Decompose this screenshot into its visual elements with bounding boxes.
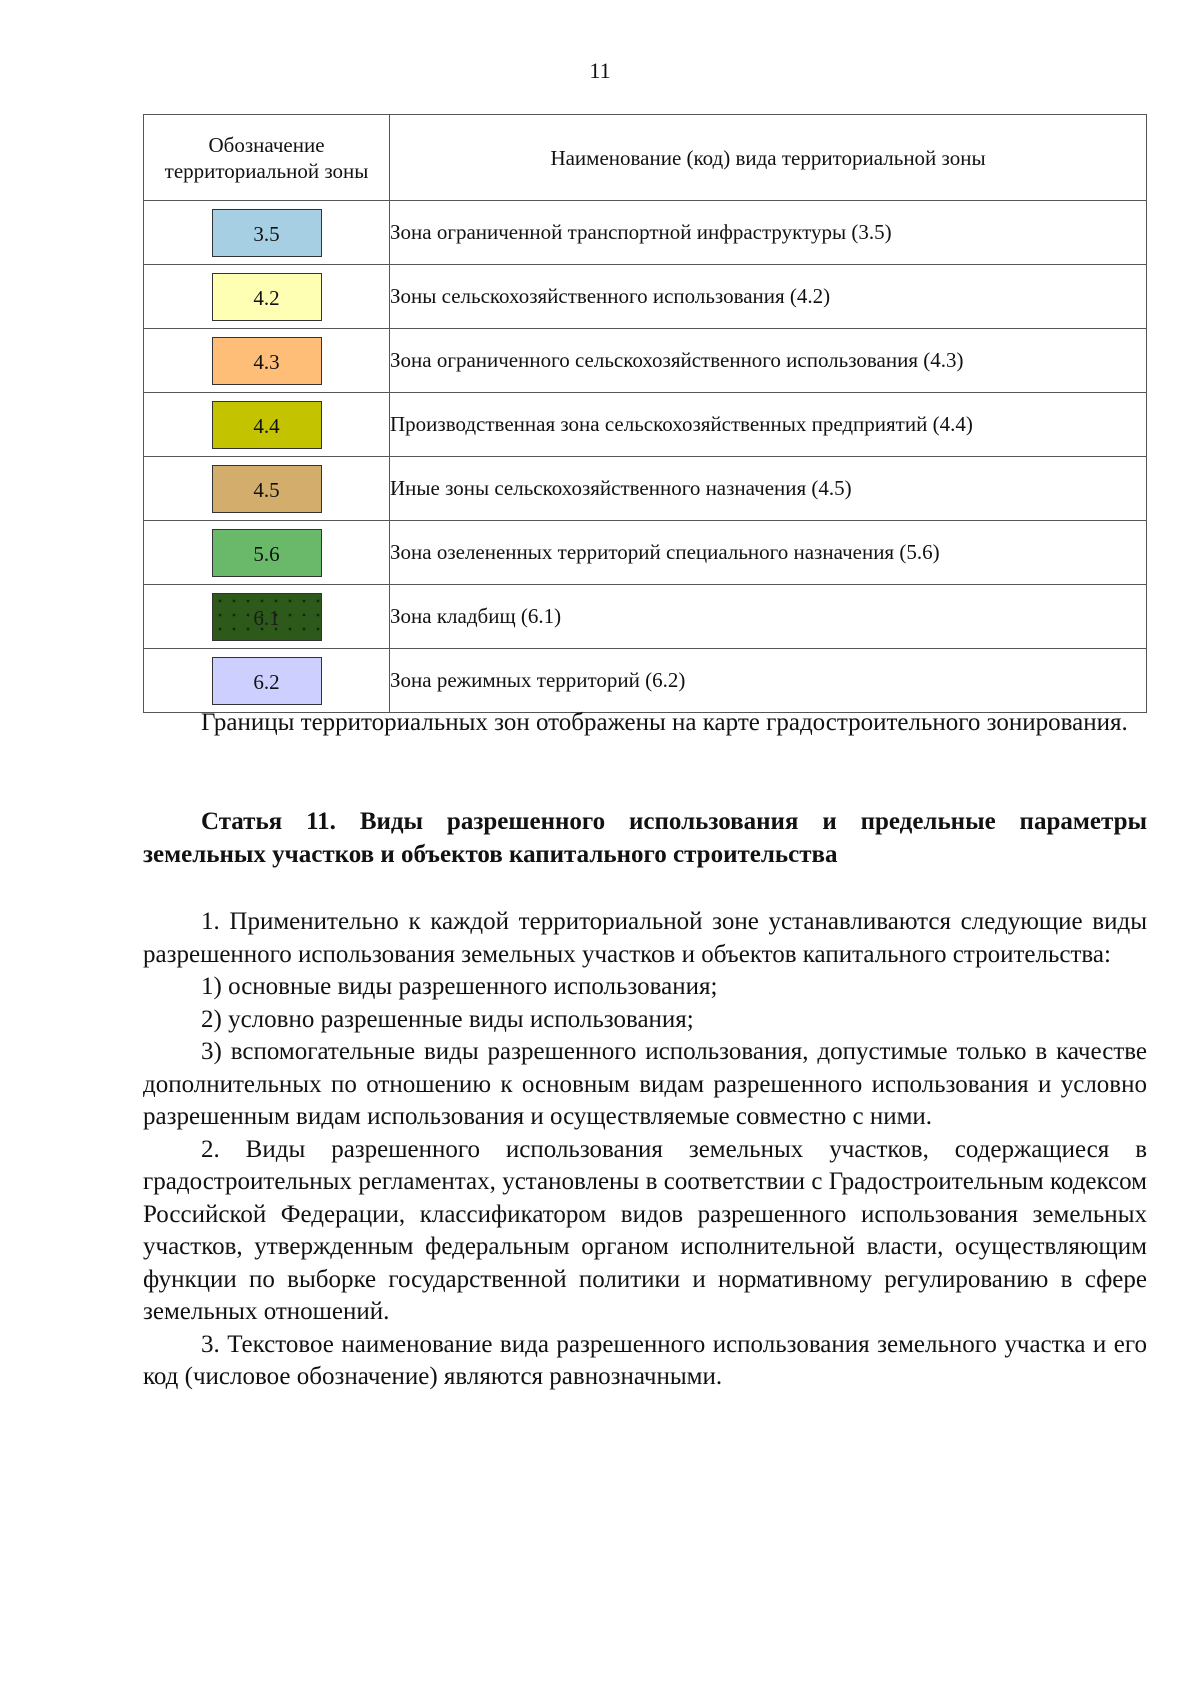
zone-code-cell: [144, 393, 390, 457]
zone-name-cell: Зона ограниченной транспортной инфраструктуры (3.5): [390, 201, 1147, 265]
zone-code-cell: [144, 329, 390, 393]
article-body: [143, 906, 1147, 1394]
header-code-column: Обозначение территориальной зоны: [144, 115, 390, 201]
zone-swatch: 5.6: [212, 529, 322, 577]
zone-name-cell: Зона озелененных территорий специального назначения (5.6): [390, 521, 1147, 585]
paragraph-2: 2. Виды разрешенного использования земельных участков, содержащиеся в градостроительных регламентах, установлены в соответствии с Градостроительным кодексом Российской Федерации, классификатором видов разрешенного использования земельных участков, утвержденным федеральным органом исполнительной власти, осуществляющим функции по выборке государственной политики и нормативному регулированию в сфере земельных отношений.: [143, 1135, 1147, 1325]
zone-code-cell: [144, 265, 390, 329]
article-title: Статья 11. Виды разрешенного использования и предельные параметры земельных участков и объектов капитального строительства: [143, 808, 1147, 868]
zone-name-cell: Производственная зона сельскохозяйственных предприятий (4.4): [390, 393, 1147, 457]
zone-swatch: 4.3: [212, 337, 322, 385]
table-row: [144, 649, 1147, 713]
zone-name-cell: Иные зоны сельскохозяйственного назначения (4.5): [390, 457, 1147, 521]
zone-swatch: 4.5: [212, 465, 322, 513]
table-row: [144, 329, 1147, 393]
zone-swatch: 6.1: [212, 593, 322, 641]
article-heading: [143, 806, 1147, 871]
table-row: [144, 265, 1147, 329]
zone-code-cell: [144, 521, 390, 585]
table-row: [144, 393, 1147, 457]
list-item-3: 3) вспомогательные виды разрешенного использования, допустимые только в качестве дополнительных по отношению к основным видам разрешенного использования и условно разрешенным видам использования и осуществляемые совместно с ними.: [143, 1038, 1147, 1130]
zone-code-cell: [144, 649, 390, 713]
zone-name-cell: Зона режимных территорий (6.2): [390, 649, 1147, 713]
zone-swatch: 4.4: [212, 401, 322, 449]
zone-name-cell: Зоны сельскохозяйственного использования (4.2): [390, 265, 1147, 329]
boundaries-note: [143, 707, 1147, 740]
boundaries-paragraph: Границы территориальных зон отображены на карте градостроительного зонирования.: [201, 709, 1128, 736]
zone-swatch: 6.2: [212, 657, 322, 705]
paragraph-1: 1. Применительно к каждой территориальной зоне устанавливаются следующие виды разрешенного использования земельных участков и объектов капитального строительства:: [143, 908, 1147, 968]
list-item-1: 1) основные виды разрешенного использования;: [201, 973, 718, 1000]
zone-swatch: 4.2: [212, 273, 322, 321]
zone-swatch: 3.5: [212, 209, 322, 257]
zones-table: [143, 114, 1147, 713]
table-header-row: [144, 115, 1147, 201]
zone-code-cell: [144, 457, 390, 521]
zone-code-cell: [144, 585, 390, 649]
zone-name-cell: Зона ограниченного сельскохозяйственного использования (4.3): [390, 329, 1147, 393]
table-row: [144, 457, 1147, 521]
paragraph-3: 3. Текстовое наименование вида разрешенного использования земельного участка и его код (числовое обозначение) являются равнозначными.: [143, 1330, 1147, 1390]
zone-code-cell: [144, 201, 390, 265]
list-item-2: 2) условно разрешенные виды использования;: [201, 1005, 694, 1033]
table-row: [144, 521, 1147, 585]
table-row: [144, 201, 1147, 265]
header-name-column: Наименование (код) вида территориальной зоны: [390, 115, 1147, 201]
page-number: 11: [589, 58, 611, 83]
table-row: [144, 585, 1147, 649]
zone-name-cell: Зона кладбищ (6.1): [390, 585, 1147, 649]
